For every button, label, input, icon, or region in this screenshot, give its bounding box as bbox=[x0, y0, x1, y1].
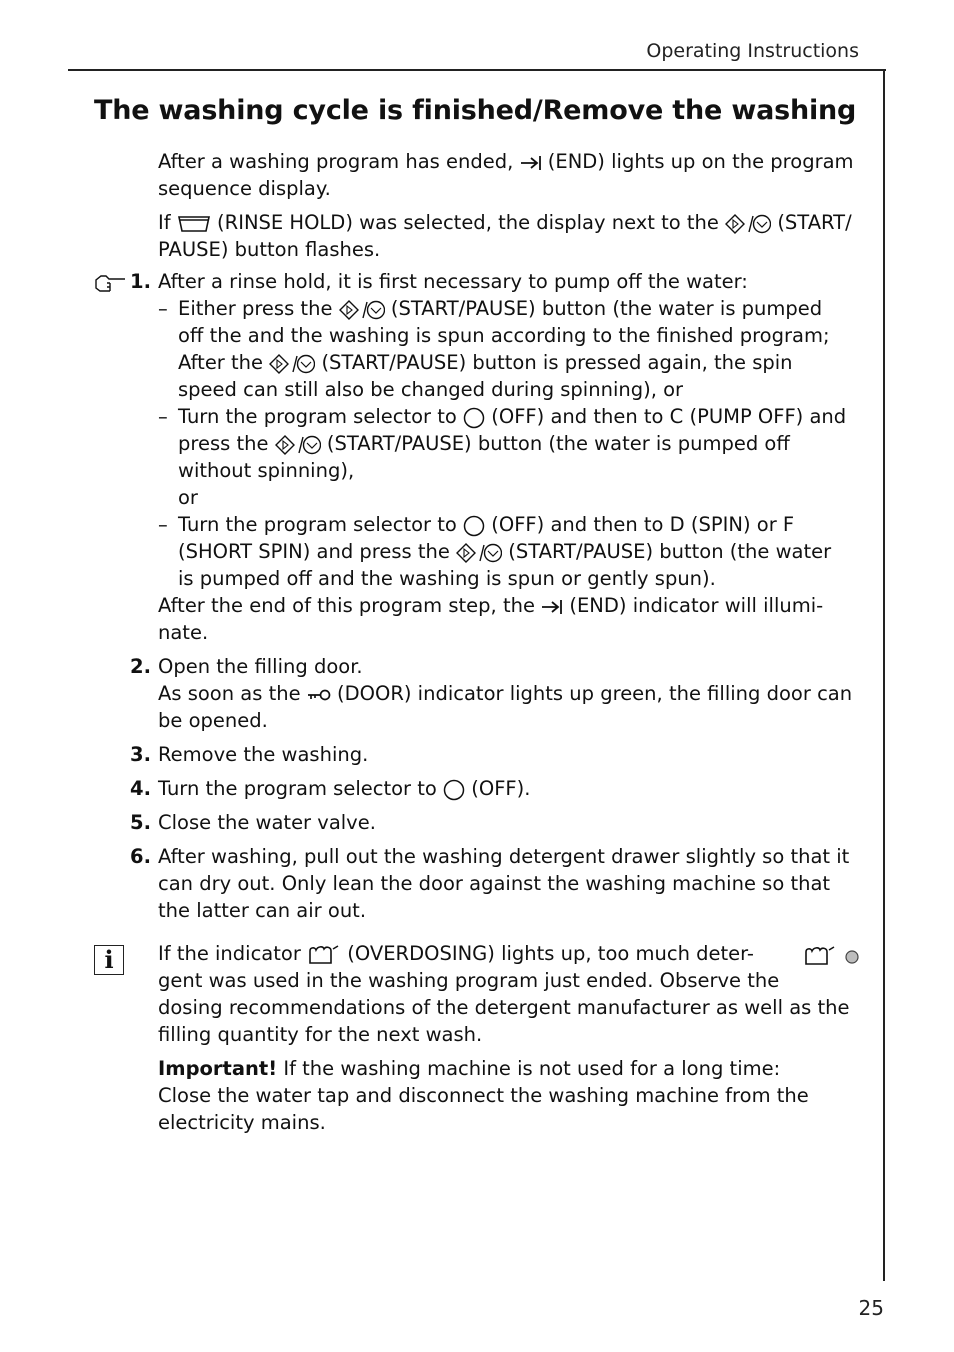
step-number: 5. bbox=[130, 811, 151, 834]
info-text bbox=[158, 940, 858, 1136]
header-section-label: Operating Instructions bbox=[646, 40, 859, 62]
rinse-hold-icon bbox=[177, 215, 211, 233]
header-rule bbox=[68, 69, 886, 71]
step-3: 3. Remove the washing. bbox=[130, 743, 369, 766]
important-label: Important! bbox=[158, 1057, 278, 1080]
info-icon: i bbox=[94, 945, 124, 975]
intro-text bbox=[158, 148, 858, 263]
step-number: 4. bbox=[130, 777, 151, 800]
option-spin: – Turn the program selector to (OFF) and then to D (SPIN) or F (SHORT SPIN) and press the (START/PAUSE) button (the water is pumped off and the washing is spun or gently spun). bbox=[158, 513, 832, 590]
start-pause-icon bbox=[339, 300, 385, 320]
off-icon bbox=[463, 407, 485, 429]
page-number: 25 bbox=[858, 1296, 884, 1320]
start-pause-icon bbox=[456, 543, 502, 563]
start-pause-icon bbox=[275, 435, 321, 455]
step-number: 2. bbox=[130, 655, 151, 678]
page-title: The washing cycle is finished/Remove the washing bbox=[94, 95, 857, 126]
dash: – bbox=[158, 297, 168, 320]
start-pause-icon bbox=[269, 354, 315, 374]
step-6: 6. After washing, pull out the washing detergent drawer slightly so that it can dry out. Only lean the door against the washing machine so that the latter can air out. bbox=[130, 845, 850, 922]
step-2: 2. Open the filling door. As soon as the (DOOR) indicator lights up green, the filling door can be opened. bbox=[130, 655, 853, 732]
important-paragraph: Important! If the washing machine is not used for a long time: Close the water tap and disconnect the washing machine from the electricity mains. bbox=[158, 1057, 809, 1134]
step-4: 4. Turn the program selector to (OFF). bbox=[130, 777, 531, 800]
step-number: 3. bbox=[130, 743, 151, 766]
end-icon bbox=[520, 155, 542, 171]
overdosing-paragraph: If the indicator (OVERDOSING) lights up, too much deter- gent was used in the washing program just ended. Observe the dosing recommendations of the detergent manufacturer as well as the filling quantity for the next wash. bbox=[158, 942, 850, 1046]
option-either-press: – Either press the (START/PAUSE) button (the water is pumped off the and the washing is spun according to the finished program; After the (START/PAUSE) button is pressed again, the spin speed can still also be changed during spinning), or bbox=[158, 297, 830, 401]
end-icon bbox=[541, 599, 563, 615]
off-icon bbox=[463, 515, 485, 537]
dash: – bbox=[158, 513, 168, 536]
step-number: 1. bbox=[130, 270, 151, 293]
start-pause-icon bbox=[725, 214, 771, 234]
step-5: 5. Close the water valve. bbox=[130, 811, 376, 834]
margin-rule bbox=[883, 69, 885, 1281]
step-1: 1. After a rinse hold, it is first necessary to pump off the water: – Either press the (START/PAUSE) button (the water is pumped off the and the washing is spun according to the finished program; After the (START/PAUSE) button is pressed again, the spin speed can still also be changed during spinning), or – Turn the program selector to (OFF) and then to C (PUMP OFF) and press the (START/PAUSE) button (the water is pumped off without spinning), or – Turn the program selector to (OFF) and then to D (SPIN) or F (SHORT SPIN) and press the (START/PAUSE) button (the water is pumped off and the washing is spun or gently spun). After the end of this program step, the (END) indicator will illumi- nate. bbox=[94, 268, 858, 646]
dash: – bbox=[158, 405, 168, 428]
door-icon bbox=[307, 688, 331, 702]
step-number: 6. bbox=[130, 845, 151, 868]
overdosing-icon bbox=[307, 944, 341, 966]
steps-list bbox=[94, 268, 858, 924]
intro-paragraph-rinse-hold: If (RINSE HOLD) was selected, the display next to the (START/ PAUSE) button flashes. bbox=[158, 211, 852, 261]
pointing-hand-icon bbox=[94, 272, 126, 299]
intro-paragraph-end: After a washing program has ended, (END) lights up on the program sequence display. bbox=[158, 150, 854, 200]
off-icon bbox=[443, 779, 465, 801]
option-pump-off: – Turn the program selector to (OFF) and then to C (PUMP OFF) and press the (START/PAUSE) button (the water is pumped off without spinning), or bbox=[158, 405, 847, 509]
step-text: After a rinse hold, it is first necessary to pump off the water: bbox=[158, 270, 748, 293]
